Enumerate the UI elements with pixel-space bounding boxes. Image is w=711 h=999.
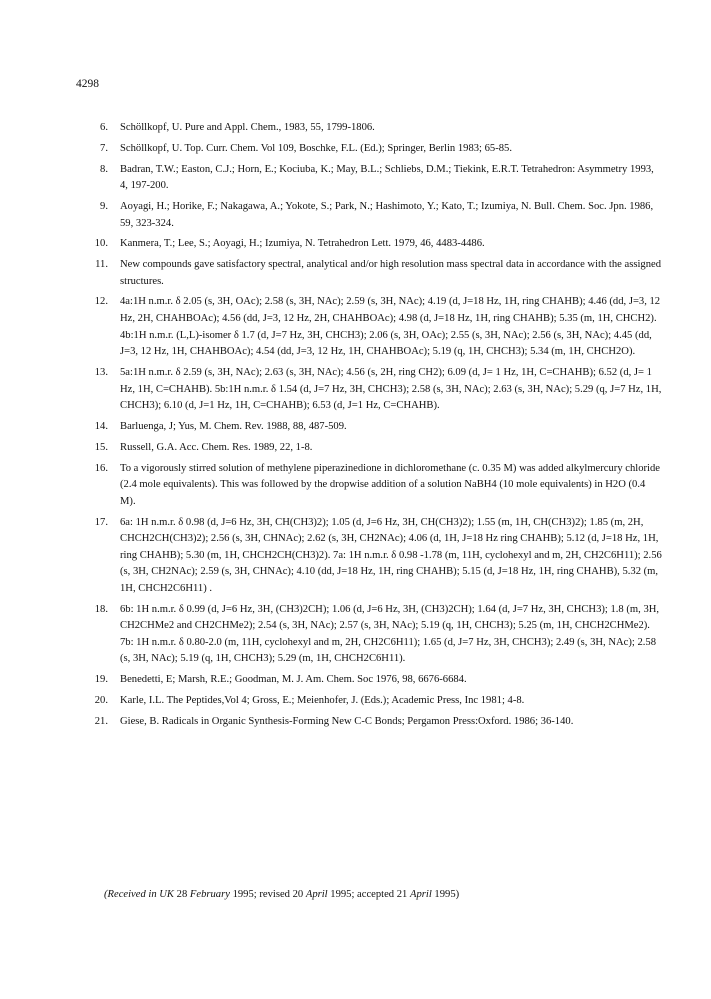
page-number: 4298 — [76, 78, 99, 90]
reference-item — [84, 199, 662, 232]
reference-text: 6a: 1H n.m.r. δ 0.98 (d, J=6 Hz, 3H, CH(CH3)2); 1.05 (d, J=6 Hz, 3H, CH(CH3)2); 1.55 (m, 1H, CH(CH3)2); 1.85 (m, 2H, CHCH2CH(CH3)2); 2.56 (s, 3H, CHNAc); 2.62 (s, 3H, CH2NAc); 4.06 (d, 1H, J=18 Hz ring CHAHB); 5.12 (d, J=18 Hz, 1H, ring CHAHB); 5.30 (m, 1H, CHCH2CH(CH3)2). 7a: 1H n.m.r. δ 0.98 -1.78 (m, 11H, cyclohexyl and m, 2H, CH2C6H11); 2.56 (s, 3H, CH2NAc); 2.59 (s, 3H, CHNAc); 4.10 (dd, J=18 Hz, 1H, ring CHAHB); 5.15 (d, J=18 Hz, 1H, ring CHAHB), 5.32 (m, 1H, CHCH2C6H11) . — [120, 516, 662, 594]
reference-text: Aoyagi, H.; Horike, F.; Nakagawa, A.; Yokote, S.; Park, N.; Hashimoto, Y.; Kato, T.; Izumiya, N. Bull. Chem. Soc. Jpn. 1986, 59, 323-324. — [120, 200, 654, 229]
received-day-2: 20 — [292, 889, 306, 900]
received-month-1: February — [189, 889, 230, 900]
reference-text: Russell, G.A. Acc. Chem. Res. 1989, 22, 1-8. — [120, 441, 313, 453]
reference-number: 21. — [94, 715, 108, 727]
reference-text: Karle, I.L. The Peptides,Vol 4; Gross, E.; Meienhofer, J. (Eds.); Academic Press, Inc 1981; 4-8. — [120, 695, 525, 707]
reference-text: 4a:1H n.m.r. δ 2.05 (s, 3H, OAc); 2.58 (s, 3H, NAc); 2.59 (s, 3H, NAc); 4.19 (d, J=18 Hz, 1H, ring CHAHB); 4.46 (dd, J=3, 12 Hz, 2H, CHAHBOAc); 4.56 (dd, J=3, 12 Hz, 2H, CHAHBOAc); 4.98 (d, J=18 Hz, 1H, ring CHAHB); 5.35 (m, 1H, CHCH2). 4b:1H n.m.r. (L,L)-isomer δ 1.7 (d, J=7 Hz, 3H, CHCH3); 2.06 (s, 3H, OAc); 2.55 (s, 3H, NAc); 2.56 (s, 3H, NAc); 4.45 (dd, J=3, 12 Hz, 1H, CHAHBOAc); 4.54 (dd, J=3, 12 Hz, 1H, CHAHBOAc); 5.19 (q, 1H, CHCH3); 5.34 (m, 1H, CHCH2O). — [120, 296, 661, 358]
reference-item — [84, 236, 662, 253]
reference-text: Barluenga, J; Yus, M. Chem. Rev. 1988, 88, 487-509. — [120, 421, 347, 432]
received-open: (Received in UK — [104, 889, 177, 900]
reference-item — [84, 714, 662, 731]
reference-item — [84, 693, 662, 710]
reference-number: 15. — [94, 441, 108, 453]
reference-number: 10. — [94, 238, 108, 250]
reference-text: Schöllkopf, U. Pure and Appl. Chem., 1983, 55, 1799-1806. — [120, 122, 375, 133]
reference-list — [84, 120, 662, 735]
reference-number: 11. — [95, 259, 108, 271]
revised-label: 1995; revised — [229, 889, 293, 900]
reference-item — [84, 602, 662, 668]
reference-item — [84, 141, 662, 158]
received-month-3: April — [410, 889, 432, 900]
reference-number: 7. — [100, 142, 108, 154]
reference-number: 9. — [100, 200, 108, 212]
received-dates — [104, 889, 459, 900]
reference-text: Giese, B. Radicals in Organic Synthesis-Forming New C-C Bonds; Pergamon Press:Oxford. 1986; 36-140. — [120, 715, 574, 727]
accepted-label: 1995; accepted — [327, 889, 397, 900]
reference-item — [84, 461, 662, 511]
reference-number: 20. — [94, 695, 108, 707]
reference-item — [84, 365, 662, 415]
received-month-2: April — [305, 889, 328, 900]
reference-item — [84, 440, 662, 457]
reference-text: To a vigorously stirred solution of methylene piperazinedione in dichloromethane (c. 0.35 M) was added alkylmercury chloride (2.4 mole equivalents). This was followed by the dropwise addition of a solution NaBH4 (10 mole equivalents) in H2O (0.4 M). — [120, 462, 660, 507]
reference-text: Kanmera, T.; Lee, S.; Aoyagi, H.; Izumiya, N. Tetrahedron Lett. 1979, 46, 4483-4486. — [120, 238, 485, 250]
reference-text: New compounds gave satisfactory spectral, analytical and/or high resolution mass spectral data in accordance with the assigned structures. — [120, 259, 661, 287]
reference-text: Schöllkopf, U. Top. Curr. Chem. Vol 109, Boschke, F.L. (Ed.); Springer, Berlin 1983; 65-85. — [120, 142, 512, 154]
reference-item — [84, 672, 662, 689]
reference-number: 18. — [94, 603, 108, 615]
reference-item — [84, 120, 662, 137]
reference-number: 19. — [94, 674, 108, 686]
reference-item — [84, 257, 662, 290]
reference-number: 6. — [100, 122, 108, 133]
received-close: 1995) — [431, 889, 460, 900]
reference-number: 16. — [94, 462, 108, 474]
reference-item — [84, 294, 662, 360]
reference-text: 6b: 1H n.m.r. δ 0.99 (d, J=6 Hz, 3H, (CH3)2CH); 1.06 (d, J=6 Hz, 3H, (CH3)2CH); 1.64 (d, J=7 Hz, 3H, CHCH3); 1.8 (m, 3H, CH2CHMe2 and CH2CHMe2); 2.54 (s, 3H, NAc); 2.57 (s, 3H, NAc); 5.19 (q, 1H, CHCH3); 5.25 (m, 1H, CHCH2CHMe2). 7b: 1H n.m.r. δ 0.80-2.0 (m, 11H, cyclohexyl and m, 2H, CH2C6H11); 1.65 (d, J=7 Hz, 3H, CHCH3); 2.49 (s, 3H, NAc); 2.58 (s, 3H, NAc); 5.19 (q, 1H, CHCH3); 5.29 (m, 1H, CHCH2C6H11). — [120, 603, 660, 665]
received-day-1: 28 — [176, 889, 190, 900]
reference-number: 12. — [94, 296, 108, 308]
reference-text: Benedetti, E; Marsh, R.E.; Goodman, M. J. Am. Chem. Soc 1976, 98, 6676-6684. — [120, 674, 467, 686]
reference-item — [84, 162, 662, 195]
reference-item — [84, 419, 662, 436]
reference-text: 5a:1H n.m.r. δ 2.59 (s, 3H, NAc); 2.63 (s, 3H, NAc); 4.56 (s, 2H, ring CH2); 6.09 (d, J= 1 Hz, 1H, C=CHAHB); 6.52 (d, J= 1 Hz, 1H, C=CHAHB). 5b:1H n.m.r. δ 1.54 (d, J=7 Hz, 3H, CHCH3); 2.58 (s, 3H, NAc); 2.63 (s, 3H, NAc); 5.29 (q, J=7 Hz, 1H, CHCH3); 6.10 (d, J=1 Hz, 1H, C=CHAHB); 6.53 (d, J=1 Hz, C=CHAHB). — [120, 367, 662, 412]
reference-number: 13. — [94, 367, 108, 379]
reference-item — [84, 515, 662, 598]
received-day-3: 21 — [396, 889, 410, 900]
reference-number: 14. — [94, 421, 108, 432]
reference-text: Badran, T.W.; Easton, C.J.; Horn, E.; Kociuba, K.; May, B.L.; Schliebs, D.M.; Tiekink, E.R.T. Tetrahedron: Asymmetry 1993, 4, 197-200. — [120, 163, 654, 192]
reference-number: 17. — [94, 516, 108, 528]
reference-number: 8. — [100, 163, 108, 175]
